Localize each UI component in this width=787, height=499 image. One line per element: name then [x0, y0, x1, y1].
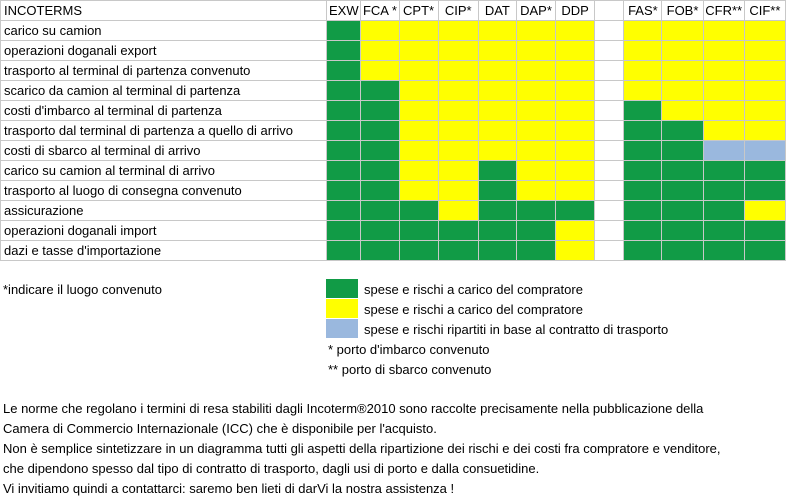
- column-header: CPT*: [399, 1, 438, 21]
- cell-buyer: [361, 121, 399, 141]
- column-header: CIP*: [438, 1, 478, 21]
- cell-buyer: [624, 221, 662, 241]
- column-header: FAS*: [624, 1, 662, 21]
- note-double-asterisk: ** porto di sbarco convenuto: [328, 362, 492, 377]
- row-label: trasporto al terminal di partenza convenuto: [1, 61, 327, 81]
- cell-buyer: [327, 181, 361, 201]
- cell-buyer: [478, 201, 516, 221]
- cell-seller: [703, 101, 744, 121]
- cell-seller: [438, 41, 478, 61]
- cell-buyer: [662, 121, 703, 141]
- cell-empty: [595, 21, 624, 41]
- cell-seller: [399, 161, 438, 181]
- cell-seller: [399, 181, 438, 201]
- cell-seller: [624, 61, 662, 81]
- cell-buyer: [361, 141, 399, 161]
- cell-empty: [595, 161, 624, 181]
- footnote-convened-place: *indicare il luogo convenuto: [3, 282, 162, 297]
- cell-seller: [556, 41, 595, 61]
- cell-buyer: [478, 241, 516, 261]
- note-single-asterisk: * porto d'imbarco convenuto: [328, 342, 490, 357]
- cell-seller: [516, 61, 555, 81]
- cell-seller: [744, 201, 785, 221]
- table-row: [1, 181, 786, 201]
- cell-seller: [703, 61, 744, 81]
- cell-seller: [399, 81, 438, 101]
- cell-buyer: [624, 181, 662, 201]
- cell-buyer: [744, 221, 785, 241]
- cell-buyer: [662, 181, 703, 201]
- cell-seller: [478, 41, 516, 61]
- cell-seller: [703, 41, 744, 61]
- cell-buyer: [361, 161, 399, 181]
- cell-buyer: [662, 201, 703, 221]
- cell-seller: [556, 81, 595, 101]
- cell-seller: [438, 101, 478, 121]
- cell-empty: [595, 241, 624, 261]
- cell-seller: [361, 61, 399, 81]
- cell-buyer: [624, 141, 662, 161]
- cell-buyer: [516, 241, 555, 261]
- cell-seller: [438, 81, 478, 101]
- cell-buyer: [478, 221, 516, 241]
- cell-buyer: [744, 241, 785, 261]
- cell-seller: [399, 121, 438, 141]
- cell-buyer: [361, 201, 399, 221]
- cell-seller: [438, 181, 478, 201]
- cell-seller: [516, 121, 555, 141]
- table-row: [1, 41, 786, 61]
- cell-seller: [744, 61, 785, 81]
- column-header: DAT: [478, 1, 516, 21]
- cell-seller: [744, 81, 785, 101]
- cell-seller: [399, 141, 438, 161]
- cell-buyer: [662, 221, 703, 241]
- cell-buyer: [327, 41, 361, 61]
- paragraph-line-3: Non è semplice sintetizzare in un diagramma tutti gli aspetti della ripartizione dei rischi e dei costi fra compratore e venditore,: [3, 441, 721, 456]
- table-row: [1, 141, 786, 161]
- column-header: FOB*: [662, 1, 703, 21]
- cell-buyer: [327, 61, 361, 81]
- row-label: costi di sbarco al terminal di arrivo: [1, 141, 327, 161]
- cell-buyer: [361, 181, 399, 201]
- corner-label: INCOTERMS: [1, 1, 327, 21]
- cell-seller: [624, 41, 662, 61]
- cell-seller: [438, 141, 478, 161]
- cell-shared: [703, 141, 744, 161]
- paragraph-line-2: Camera di Commercio Internazionale (ICC) che è disponibile per l'acquisto.: [3, 421, 437, 436]
- cell-seller: [662, 81, 703, 101]
- cell-buyer: [327, 101, 361, 121]
- cell-seller: [556, 241, 595, 261]
- row-label: assicurazione: [1, 201, 327, 221]
- table-row: [1, 81, 786, 101]
- cell-buyer: [399, 221, 438, 241]
- table-row: [1, 201, 786, 221]
- cell-buyer: [327, 241, 361, 261]
- cell-seller: [624, 81, 662, 101]
- cell-seller: [703, 121, 744, 141]
- cell-buyer: [327, 161, 361, 181]
- cell-buyer: [624, 201, 662, 221]
- cell-seller: [478, 81, 516, 101]
- row-label: scarico da camion al terminal di partenza: [1, 81, 327, 101]
- column-header: CIF**: [744, 1, 785, 21]
- cell-seller: [516, 181, 555, 201]
- cell-buyer: [516, 221, 555, 241]
- cell-seller: [556, 21, 595, 41]
- column-header: FCA *: [361, 1, 399, 21]
- cell-seller: [556, 181, 595, 201]
- cell-seller: [556, 161, 595, 181]
- cell-buyer: [361, 81, 399, 101]
- cell-buyer: [662, 161, 703, 181]
- cell-seller: [703, 21, 744, 41]
- cell-buyer: [556, 201, 595, 221]
- cell-buyer: [703, 241, 744, 261]
- cell-seller: [744, 21, 785, 41]
- cell-seller: [361, 21, 399, 41]
- cell-seller: [438, 121, 478, 141]
- cell-seller: [662, 61, 703, 81]
- cell-buyer: [327, 201, 361, 221]
- column-header: EXW: [327, 1, 361, 21]
- cell-seller: [361, 41, 399, 61]
- paragraph-line-4: che dipendono spesso dal tipo di contratto di trasporto, dagli usi di porto e dalla consuetidine.: [3, 461, 540, 476]
- table-row: [1, 221, 786, 241]
- cell-seller: [478, 101, 516, 121]
- column-header: DDP: [556, 1, 595, 21]
- cell-buyer: [478, 181, 516, 201]
- cell-seller: [478, 21, 516, 41]
- cell-seller: [399, 101, 438, 121]
- cell-buyer: [361, 241, 399, 261]
- cell-seller: [744, 41, 785, 61]
- cell-buyer: [516, 201, 555, 221]
- cell-seller: [516, 81, 555, 101]
- cell-buyer: [703, 201, 744, 221]
- legend-label-green: spese e rischi a carico del compratore: [364, 282, 583, 297]
- cell-buyer: [703, 181, 744, 201]
- cell-buyer: [327, 121, 361, 141]
- cell-seller: [438, 21, 478, 41]
- cell-buyer: [703, 161, 744, 181]
- cell-seller: [744, 121, 785, 141]
- cell-seller: [516, 141, 555, 161]
- table-row: [1, 161, 786, 181]
- cell-buyer: [744, 161, 785, 181]
- column-header: DAP*: [516, 1, 555, 21]
- cell-seller: [703, 81, 744, 101]
- cell-buyer: [399, 201, 438, 221]
- cell-empty: [595, 181, 624, 201]
- cell-buyer: [744, 181, 785, 201]
- row-label: carico su camion al terminal di arrivo: [1, 161, 327, 181]
- legend-swatch-green: [326, 279, 358, 298]
- cell-buyer: [438, 221, 478, 241]
- cell-empty: [595, 221, 624, 241]
- legend-label-yellow: spese e rischi a carico del compratore: [364, 302, 583, 317]
- cell-empty: [595, 101, 624, 121]
- cell-buyer: [624, 101, 662, 121]
- legend-swatch-blue: [326, 319, 358, 338]
- row-label: trasporto dal terminal di partenza a quello di arrivo: [1, 121, 327, 141]
- cell-empty: [595, 141, 624, 161]
- cell-seller: [662, 21, 703, 41]
- cell-seller: [662, 101, 703, 121]
- cell-seller: [399, 61, 438, 81]
- cell-seller: [556, 141, 595, 161]
- paragraph-line-1: Le norme che regolano i termini di resa stabiliti dagli Incoterm®2010 sono raccolte precisamente nella pubblicazione della: [3, 401, 704, 416]
- row-label: dazi e tasse d'importazione: [1, 241, 327, 261]
- row-label: operazioni doganali export: [1, 41, 327, 61]
- cell-seller: [556, 61, 595, 81]
- legend-swatch-yellow: [326, 299, 358, 318]
- cell-seller: [438, 61, 478, 81]
- legend-label-blue: spese e rischi ripartiti in base al contratto di trasporto: [364, 322, 669, 337]
- cell-seller: [516, 21, 555, 41]
- row-label: trasporto al luogo di consegna convenuto: [1, 181, 327, 201]
- cell-seller: [556, 101, 595, 121]
- table-row: [1, 61, 786, 81]
- cell-buyer: [624, 121, 662, 141]
- cell-buyer: [662, 141, 703, 161]
- table-row: [1, 121, 786, 141]
- cell-shared: [744, 141, 785, 161]
- cell-buyer: [327, 221, 361, 241]
- cell-buyer: [361, 101, 399, 121]
- cell-buyer: [327, 141, 361, 161]
- cell-seller: [399, 41, 438, 61]
- cell-seller: [478, 61, 516, 81]
- cell-seller: [516, 161, 555, 181]
- cell-seller: [744, 101, 785, 121]
- cell-seller: [516, 41, 555, 61]
- row-label: costi d'imbarco al terminal di partenza: [1, 101, 327, 121]
- cell-buyer: [327, 81, 361, 101]
- cell-seller: [478, 121, 516, 141]
- row-label: carico su camion: [1, 21, 327, 41]
- cell-buyer: [624, 161, 662, 181]
- cell-seller: [662, 41, 703, 61]
- cell-empty: [595, 121, 624, 141]
- cell-seller: [516, 101, 555, 121]
- cell-seller: [399, 21, 438, 41]
- row-label: operazioni doganali import: [1, 221, 327, 241]
- cell-seller: [556, 121, 595, 141]
- cell-empty: [595, 61, 624, 81]
- cell-seller: [478, 141, 516, 161]
- cell-seller: [438, 201, 478, 221]
- paragraph-line-5: Vi invitiamo quindi a contattarci: saremo ben lieti di darVi la nostra assistenza !: [3, 481, 455, 496]
- cell-buyer: [438, 241, 478, 261]
- cell-empty: [595, 41, 624, 61]
- column-header: CFR**: [703, 1, 744, 21]
- cell-buyer: [624, 241, 662, 261]
- cell-buyer: [361, 221, 399, 241]
- cell-seller: [556, 221, 595, 241]
- table-row: [1, 101, 786, 121]
- cell-buyer: [703, 221, 744, 241]
- cell-seller: [624, 21, 662, 41]
- cell-buyer: [327, 21, 361, 41]
- cell-buyer: [478, 161, 516, 181]
- cell-seller: [438, 161, 478, 181]
- header-row: [1, 1, 786, 21]
- cell-buyer: [399, 241, 438, 261]
- column-header: [595, 1, 624, 21]
- table-row: [1, 241, 786, 261]
- table-row: [1, 21, 786, 41]
- cell-empty: [595, 201, 624, 221]
- cell-empty: [595, 81, 624, 101]
- cell-buyer: [662, 241, 703, 261]
